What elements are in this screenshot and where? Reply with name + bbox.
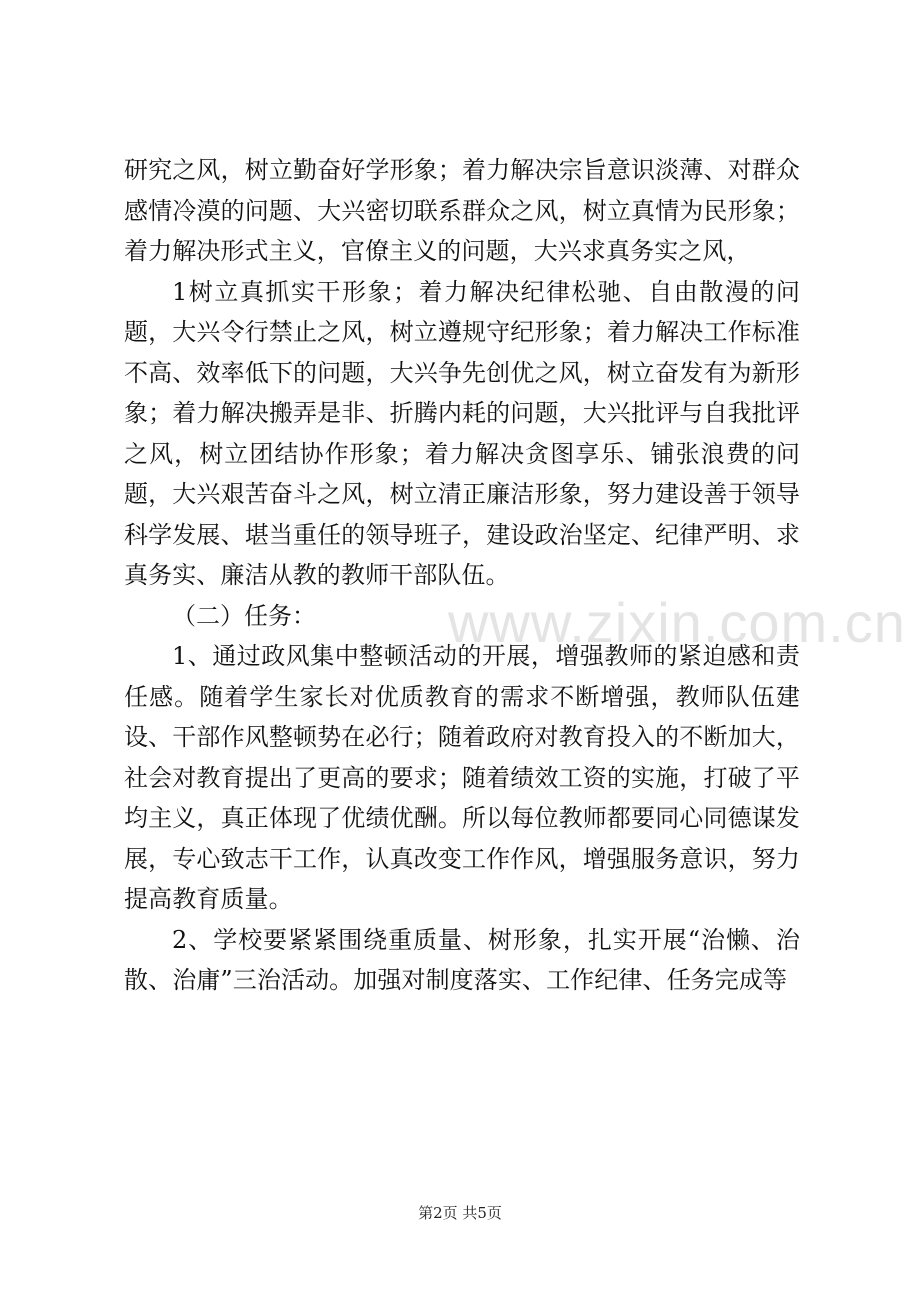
page-footer: 第2页 共5页	[418, 1204, 502, 1222]
section-heading-tasks: （二）任务：	[172, 601, 316, 630]
paragraph-task-1: 1、通过政风集中整顿活动的开展，增强教师的紧迫感和责任感。随着学生家长对优质教育的需求不断增强，教师队伍建设、干部作风整顿势在必行；随着政府对教育投入的不断加大，社会对教育提出了更高的要求；随着绩效工资的实施，打破了平均主义，真正体现了优绩优酬。所以每位教师都要同心同德谋发展，专心致志干工作，认真改变工作作风，增强服务意识，努力提高教育质量。	[124, 642, 800, 913]
paragraph-task-2: 2、学校要紧紧围绕重质量、树形象，扎实开展“治懒、治散、治庸”三治活动。加强对制度落实、工作纪律、任务完成等	[124, 925, 800, 994]
paragraph-2: 1树立真抓实干形象；着力解决纪律松驰、自由散漫的问题，大兴令行禁止之风，树立遵规守纪形象；着力解决工作标准不高、效率低下的问题，大兴争先创优之风，树立奋发有为新形象；着力解决搬弄是非、折腾内耗的问题，大兴批评与自我批评之风，树立团结协作形象；着力解决贪图享乐、铺张浪费的问题，大兴艰苦奋斗之风，树立清正廉洁形象，努力建设善于领导科学发展、堪当重任的领导班子，建设政治坚定、纪律严明、求真务实、廉洁从教的教师干部队伍。	[124, 277, 800, 589]
site-watermark: www.zixin.com.cn	[448, 591, 906, 654]
document-body	[124, 150, 800, 1001]
paragraph-1: 研究之风，树立勤奋好学形象；着力解决宗旨意识淡薄、对群众感情冷漠的问题、大兴密切联系群众之风，树立真情为民形象；着力解决形式主义，官僚主义的问题，大兴求真务实之风，	[124, 156, 800, 265]
